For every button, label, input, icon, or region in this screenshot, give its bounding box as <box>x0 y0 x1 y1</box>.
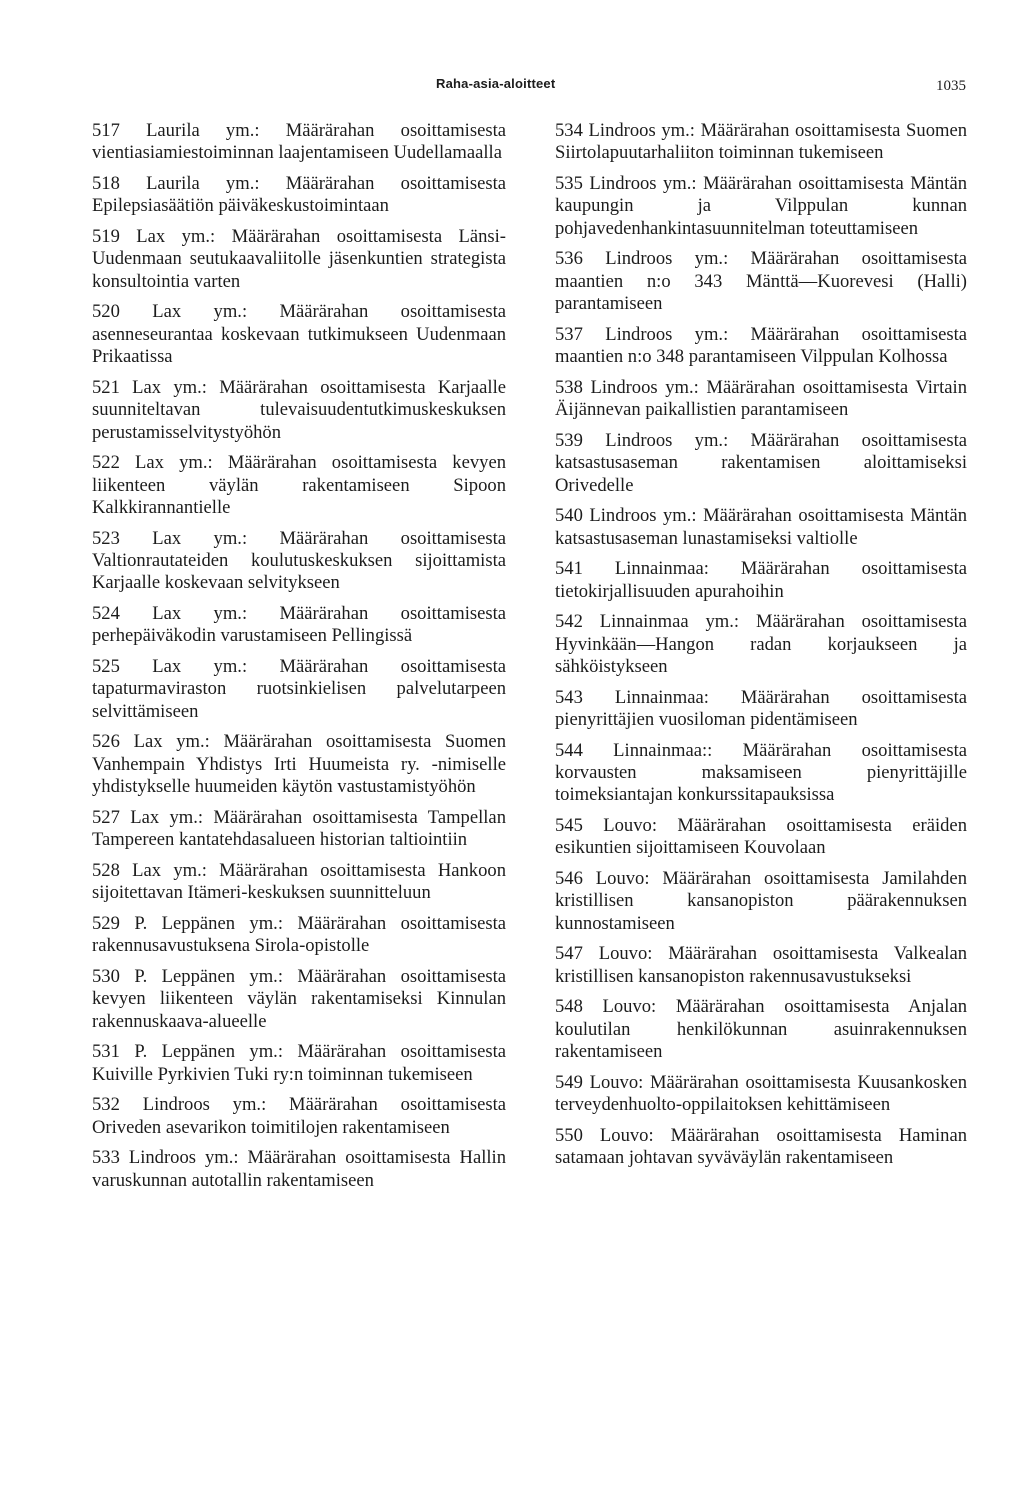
list-item: 547 Louvo: Määrärahan osoittamisesta Valkealan kristillisen kansanopiston rakennusavustukseksi <box>555 943 967 987</box>
list-item: 528 Lax ym.: Määrärahan osoittamisesta Hankoon sijoitettavan Itämeri-keskuksen suunnitteluun <box>92 859 506 904</box>
list-item: 532 Lindroos ym.: Määrärahan osoittamisesta Oriveden asevarikon toimitilojen rakentamiseen <box>92 1094 506 1138</box>
list-item: 523 Lax ym.: Määrärahan osoittamisesta Valtionrautateiden koulutuskeskuksen sijoittamista Karjaalle koskevaan selvitykseen <box>92 527 506 594</box>
list-item: 533 Lindroos ym.: Määrärahan osoittamisesta Hallin varuskunnan autotallin rakentamiseen <box>92 1147 506 1191</box>
list-item: 537 Lindroos ym.: Määrärahan osoittamisesta maantien n:o 348 parantamiseen Vilppulan Kolhossa <box>555 323 967 368</box>
list-item: 531 P. Leppänen ym.: Määrärahan osoittamisesta Kuiville Pyrkivien Tuki ry:n toiminnan tukemiseen <box>92 1041 506 1085</box>
list-item: 519 Lax ym.: Määrärahan osoittamisesta Länsi-Uudenmaan seutukaavaliitolle jäsenkuntien strategista konsultointia varten <box>92 226 506 292</box>
list-item: 530 P. Leppänen ym.: Määrärahan osoittamisesta kevyen liikenteen väylän rakentamiseksi Kinnulan rakennuskaava-alueelle <box>92 965 506 1032</box>
list-item: 546 Louvo: Määrärahan osoittamisesta Jamilahden kristillisen kansanopiston päärakennuksen kunnostamiseen <box>555 868 967 934</box>
list-item: 541 Linnainmaa: Määrärahan osoittamisesta tietokirjallisuuden apurahoihin <box>555 558 967 602</box>
list-item: 521 Lax ym.: Määrärahan osoittamisesta Karjaalle suunniteltavan tulevaisuudentutkimuskeskuksen perustamisselvitystyöhön <box>92 376 506 443</box>
left-column <box>92 120 506 1200</box>
list-item: 525 Lax ym.: Määrärahan osoittamisesta tapaturmaviraston ruotsinkielisen palvelutarpeen selvittämiseen <box>92 656 506 722</box>
list-item: 542 Linnainmaa ym.: Määrärahan osoittamisesta Hyvinkään—Hangon radan korjaukseen ja sähköistykseen <box>555 611 967 678</box>
list-item: 544 Linnainmaa:: Määrärahan osoittamisesta korvausten maksamiseen pienyrittäjille toimeksiantajan konkurssitapauksissa <box>555 739 967 806</box>
list-item: 518 Laurila ym.: Määrärahan osoittamisesta Epilepsiasäätiön päiväkeskustoimintaan <box>92 173 506 217</box>
page-number: 1035 <box>936 78 966 94</box>
list-item: 538 Lindroos ym.: Määrärahan osoittamisesta Virtain Äijännevan paikallistien parantamiseen <box>555 376 967 421</box>
list-item: 520 Lax ym.: Määrärahan osoittamisesta asenneseurantaa koskevaan tutkimukseen Uudenmaan Prikaatissa <box>92 301 506 368</box>
list-item: 527 Lax ym.: Määrärahan osoittamisesta Tampellan Tampereen kantatehdasalueen historian taltiointiin <box>92 806 506 851</box>
running-title: Raha-asia-aloitteet <box>436 76 556 91</box>
list-item: 529 P. Leppänen ym.: Määrärahan osoittamisesta rakennusavustuksena Sirola-opistolle <box>92 912 506 957</box>
page-header <box>0 76 1024 98</box>
list-item: 522 Lax ym.: Määrärahan osoittamisesta kevyen liikenteen väylän rakentamiseen Sipoon Kalkkirannantielle <box>92 452 506 519</box>
list-item: 545 Louvo: Määrärahan osoittamisesta eräiden esikuntien sijoittamiseen Kouvolaan <box>555 815 967 859</box>
list-item: 540 Lindroos ym.: Määrärahan osoittamisesta Mäntän katsastusaseman lunastamiseksi valtiolle <box>555 505 967 549</box>
list-item: 548 Louvo: Määrärahan osoittamisesta Anjalan koulutilan henkilökunnan asuinrakennuksen rakentamiseen <box>555 996 967 1063</box>
list-item: 536 Lindroos ym.: Määrärahan osoittamisesta maantien n:o 343 Mänttä—Kuorevesi (Halli) parantamiseen <box>555 248 967 315</box>
list-item: 543 Linnainmaa: Määrärahan osoittamisesta pienyrittäjien vuosiloman pidentämiseen <box>555 686 967 731</box>
list-item: 526 Lax ym.: Määrärahan osoittamisesta Suomen Vanhempain Yhdistys Irti Huumeista ry. -nimiselle yhdistykselle huumeiden käytön vastustamistyöhön <box>92 731 506 798</box>
list-item: 524 Lax ym.: Määrärahan osoittamisesta perhepäiväkodin varustamiseen Pellingissä <box>92 603 506 647</box>
list-item: 549 Louvo: Määrärahan osoittamisesta Kuusankosken terveydenhuolto-oppilaitoksen kehittämiseen <box>555 1071 967 1116</box>
list-item: 535 Lindroos ym.: Määrärahan osoittamisesta Mäntän kaupungin ja Vilppulan kunnan pohjavedenhankintasuunnitelman toteuttamiseen <box>555 173 967 239</box>
list-item: 539 Lindroos ym.: Määrärahan osoittamisesta katsastusaseman rakentamisen aloittamiseksi Orivedelle <box>555 429 967 496</box>
right-column <box>555 120 967 1178</box>
list-item: 517 Laurila ym.: Määrärahan osoittamisesta vientiasiamiestoiminnan laajentamiseen Uudellamaalla <box>92 120 506 164</box>
list-item: 534 Lindroos ym.: Määrärahan osoittamisesta Suomen Siirtolapuutarhaliiton toiminnan tukemiseen <box>555 120 967 164</box>
list-item: 550 Louvo: Määrärahan osoittamisesta Haminan satamaan johtavan syväväylän rakentamiseen <box>555 1124 967 1169</box>
